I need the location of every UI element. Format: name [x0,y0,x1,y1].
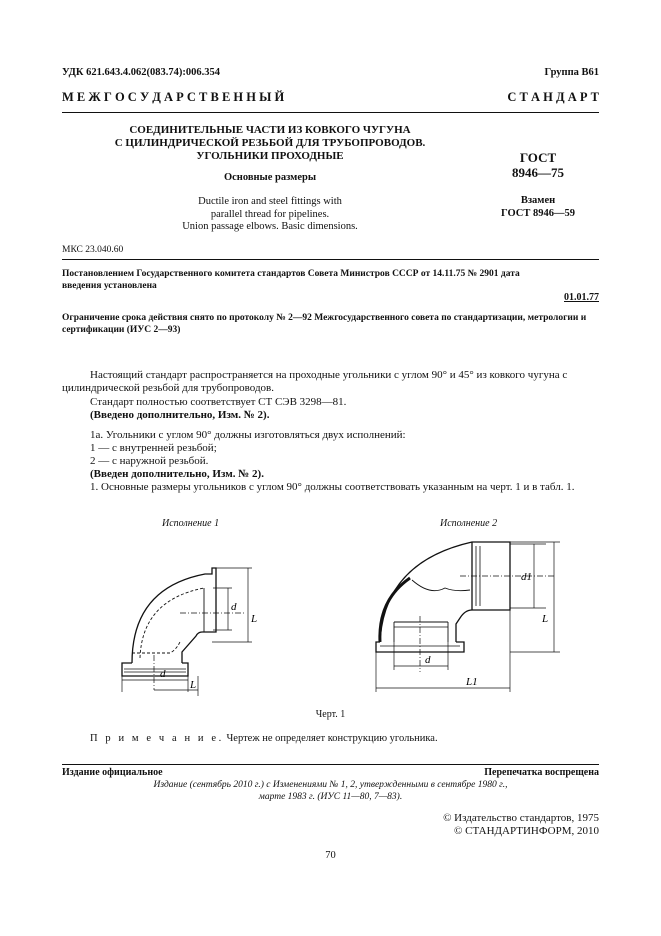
elbow-2-dim-L1: L1 [466,676,478,688]
paragraph-dimensions: 1. Основные размеры угольников с углом 90° должны соответствовать указанным на черт. 1 и в табл. 1. [90,481,575,493]
document-subtitle: Основные размеры [223,172,317,183]
limitation-note: Ограничение срока действия снято по протоколу № 2—92 Межгосударственного совета по стандартизации, метрологии и сертификации (ИУС 2—93) [62,313,587,335]
edition-history-line-2: марте 1983 г. (ИУС 11—80, 7—83). [258,792,403,802]
elbow-1-dim-L-horizontal: L [190,679,197,691]
elbow-1-inner-hidden-line [140,588,204,658]
elbow-1-bottom-socket [122,663,188,676]
title-line-1: СОЕДИНИТЕЛЬНЫЕ ЧАСТИ ИЗ КОВКОГО ЧУГУНА [129,124,411,136]
title-rule [62,259,599,260]
interstate-standard-banner [62,90,599,105]
banner-word-1: М Е Ж Г О С У Д А Р С Т В Е Н Н Ы Й [62,90,285,104]
title-line-2: С ЦИЛИНДРИЧЕСКОЙ РЕЗЬБОЙ ДЛЯ ТРУБОПРОВОДОВ. [114,137,426,149]
paragraph-versions: 1а. Угольники с углом 90° должны изготовляться двух исполнений: [90,429,406,441]
replaces-block [478,194,598,220]
group-code: Группа В61 [544,67,599,78]
gost-designation [478,150,598,180]
page-number: 70 [325,850,336,861]
gost-label: ГОСТ [519,150,557,165]
copyright-line-1: © Издательство стандартов, 1975 [443,812,599,824]
elbow-1-outer-contour [132,568,216,663]
replaces-label: Взамен [520,195,556,206]
reprint-prohibited: Перепечатка воспрещена [484,767,599,778]
copyright [443,812,599,838]
drawing-note [90,733,438,744]
figure-label: Черт. 1 [315,709,346,720]
paragraph-version-1: 1 — с внутренней резьбой; [90,442,217,454]
mks-code: МКС 23.040.60 [62,245,124,255]
gost-number: 8946—75 [512,165,564,180]
official-edition: Издание официальное [62,767,163,778]
paragraph-scope: Настоящий стандарт распространяется на проходные угольники с углом 90° и 45° из ковкого чугуна с цилиндрической резьбой для трубопроводов. [62,369,568,394]
paragraph-version-2: 2 — с наружной резьбой. [90,455,209,467]
english-line-1: Ductile iron and steel fittings with [198,196,342,207]
effective-date: 01.01.77 [564,292,599,303]
note-prefix: П р и м е ч а н и е. [90,733,224,744]
english-title [80,196,460,234]
note-text: Чертеж не определяет конструкцию угольника. [226,733,438,744]
figure-caption-version-2: Исполнение 2 [440,518,498,529]
replaces-number: ГОСТ 8946—59 [501,208,575,219]
english-line-2: parallel thread for pipelines. [210,208,330,220]
decree-text: Постановлением Государственного комитета стандартов Совета Министров СССР от 14.11.75 № 2901 дата введения установлена [62,269,520,291]
document-title [80,124,460,163]
figure-caption-version-1: Исполнение 1 [162,518,220,529]
elbow-1-dim-d-horizontal: d [160,668,166,680]
copyright-line-2: © СТАНДАРТИНФОРМ, 2010 [454,825,599,837]
elbow-drawing-version-1 [110,530,280,700]
edition-history-line-1: Издание (сентябрь 2010 г.) с Изменениями № 1, 2, утвержденными в сентябре 1980 г., [153,780,508,790]
elbow-1-dim-L-vertical: L [251,613,258,625]
elbow-2-dim-d: d [425,654,431,666]
edition-history [62,779,599,803]
elbow-drawing-version-2 [370,530,560,695]
udk-code: УДК 621.643.4.062(083.74):006.354 [62,67,220,78]
header-rule [62,112,599,113]
elbow-2-dim-d1: d1 [521,571,532,583]
elbow-2-dim-L: L [542,613,549,625]
title-line-3: УГОЛЬНИКИ ПРОХОДНЫЕ [196,150,344,162]
banner-word-2: С Т А Н Д А Р Т [507,90,599,104]
paragraph-amendment-2: (Введен дополнительно, Изм. № 2). [90,468,264,480]
paragraph-amendment-1: (Введено дополнительно, Изм. № 2). [90,409,270,421]
elbow-1-dim-d-vertical: d [231,601,237,613]
english-line-3: Union passage elbows. Basic dimensions. [182,221,358,232]
paragraph-conformity: Стандарт полностью соответствует СТ СЭВ 3298—81. [90,396,347,408]
footer-rule [62,764,599,765]
